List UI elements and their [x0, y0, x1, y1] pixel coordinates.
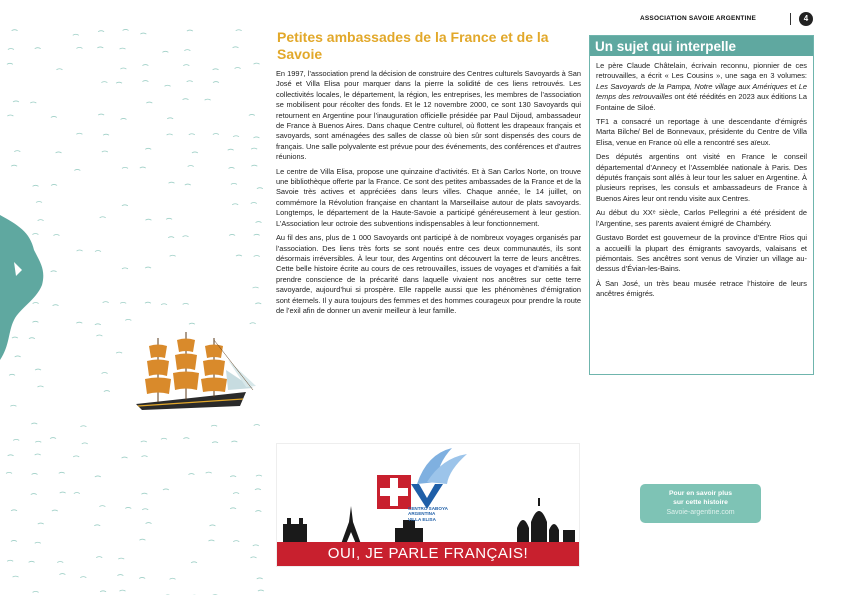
book-title: Le temps des retrouvailles — [596, 81, 807, 102]
decorative-dash — [255, 303, 261, 304]
decorative-dash — [118, 558, 124, 559]
decorative-dash — [120, 48, 126, 49]
more-info-label — [640, 489, 761, 507]
decorative-dash — [95, 476, 101, 477]
decorative-dash — [170, 255, 176, 256]
decorative-dash — [146, 102, 152, 103]
decorative-dash — [187, 30, 193, 31]
decorative-dash — [169, 182, 175, 183]
decorative-dash — [11, 510, 17, 511]
more-info-line1: Pour en savoir plus — [668, 490, 733, 497]
decorative-dash — [13, 576, 19, 577]
decorative-dash — [80, 426, 86, 427]
decorative-dash — [253, 137, 259, 138]
article-title: Petites ambassades de la France et de la Savoie — [277, 29, 549, 62]
decorative-dash — [231, 441, 237, 442]
decorative-dash — [59, 574, 65, 575]
article-body — [276, 69, 581, 320]
decorative-dash — [96, 335, 102, 336]
decorative-dash — [183, 99, 189, 100]
logo-line: VILLA ELISA — [408, 516, 436, 522]
decorative-dash — [167, 118, 173, 119]
decorative-dash — [211, 425, 217, 426]
decorative-dash — [257, 578, 263, 579]
decorative-dash — [184, 50, 190, 51]
decorative-dash — [145, 302, 151, 303]
decorative-dash — [119, 590, 125, 591]
decorative-dash — [230, 508, 236, 509]
decorative-dash — [168, 237, 174, 238]
more-info-card[interactable] — [640, 484, 761, 523]
decorative-dash — [29, 561, 35, 562]
decorative-dash — [254, 234, 260, 235]
decorative-dash — [13, 439, 19, 440]
decorative-dash — [251, 148, 257, 149]
decorative-dash — [99, 506, 105, 507]
decorative-dash — [6, 472, 12, 473]
decorative-dash — [57, 561, 63, 562]
decorative-dash — [233, 541, 239, 542]
sidebar-text: et — [787, 81, 799, 91]
more-info-line2: sur cette histoire — [673, 499, 728, 506]
decorative-dash — [125, 507, 131, 508]
decorative-dash — [123, 29, 129, 30]
decorative-dash — [142, 509, 148, 510]
poster-logo-text — [408, 506, 448, 522]
decorative-dash — [120, 302, 126, 303]
decorative-dash — [73, 34, 79, 35]
poster-banner: OUI, JE PARLE FRANÇAIS! — [277, 542, 579, 566]
decorative-dash — [73, 456, 79, 457]
decorative-dash — [236, 255, 242, 256]
decorative-dash — [254, 63, 260, 64]
decorative-dash — [139, 539, 145, 540]
decorative-dash — [212, 442, 218, 443]
decorative-dash — [235, 67, 241, 68]
sidebar-box — [589, 35, 814, 375]
page-number-badge: 4 — [799, 12, 813, 26]
decorative-dash — [74, 169, 80, 170]
decorative-dash — [209, 525, 215, 526]
decorative-dash — [94, 525, 100, 526]
decorative-dash — [140, 33, 146, 34]
decorative-dash — [189, 134, 195, 135]
sidebar-paragraph — [596, 61, 807, 113]
decorative-dash — [231, 183, 237, 184]
decorative-dash — [161, 304, 167, 305]
decorative-dash — [206, 472, 212, 473]
decorative-dash — [213, 69, 219, 70]
decorative-dash — [95, 324, 101, 325]
decorative-dash — [103, 134, 109, 135]
decorative-dash — [74, 493, 80, 494]
decorative-dash — [122, 268, 128, 269]
decorative-dash — [122, 457, 128, 458]
sailing-ship-illustration — [128, 330, 258, 420]
sidebar-text: Le père Claude Châtelain, écrivain reconnu, pionnier de ces retrouvailles, a écrit « Les Cousins », une saga en 3 volumes: — [596, 61, 807, 81]
logo-line: ARGENTINA — [408, 511, 436, 517]
decorative-dash — [121, 118, 127, 119]
decorative-dash — [185, 184, 191, 185]
decorative-dash — [213, 133, 219, 134]
decorative-dash — [183, 65, 189, 66]
decorative-dash — [257, 188, 263, 189]
decorative-dash — [205, 99, 211, 100]
decorative-dash — [60, 492, 66, 493]
poster-skyline — [277, 444, 580, 544]
decorative-dash — [233, 136, 239, 137]
decorative-dash — [125, 319, 131, 320]
decorative-dash — [146, 523, 152, 524]
sidebar-paragraph: TF1 a consacré un reportage à une descendante d’émigrés Marta Bilche/ Bel de Bonnevaux, présidente du Centre de Villa Elisa, venue en France où elle a rencontré ses aïeux. — [596, 117, 807, 147]
decorative-dash — [97, 47, 103, 48]
decorative-dash — [188, 166, 194, 167]
decorative-dash — [33, 591, 39, 592]
decorative-dash — [59, 472, 65, 473]
decorative-dash — [116, 82, 122, 83]
decorative-dash — [35, 454, 41, 455]
decorative-dash — [77, 250, 83, 251]
decorative-dash — [250, 323, 256, 324]
article-paragraph: Au fil des ans, plus de 1 000 Savoyards ont participé à de nombreux voyages organisés par l’association. Des liens très forts se sont noués entre ces deux communautés, ils sont désormais irréversibles. À leur tour, des Argentins ont découvert la terre de leurs ancêtres. Cette belle histoire écrite au cours de ces retrouvailles, issues de voyages et d’amitiés a fait prendre conscience de la précarité dans laquelle vivaient nos ancêtres sur cette terre savoyarde, aujourd’hui si prospère. Elle rappelle aussi que les phénomènes d’émigration sont éternels. Il y aura toujours des femmes et des hommes courageux pour prendre la route de l’exil afin de donner un avenir meilleur à leur famille. — [276, 233, 581, 315]
decorative-dash — [249, 114, 255, 115]
decorative-dash — [102, 372, 108, 373]
decorative-dash — [100, 591, 106, 592]
sidebar-paragraph: Gustavo Bordet est gouverneur de la province d’Entre Rios qui a accueilli la plupart des émigrants savoyards, valaisans et piémontais. Ses ancêtres sont venus de Vinzier un village au-dessus d’Évian-les-Bains. — [596, 233, 807, 274]
decorative-dash — [117, 575, 123, 576]
decorative-dash — [76, 47, 82, 48]
sidebar-paragraph: Au début du XXᵉ siècle, Carlos Pellegrini a été président de l’Argentine, ses parents avaient émigré de Chambéry. — [596, 208, 807, 228]
decorative-dash — [233, 47, 239, 48]
decorative-dash — [11, 540, 17, 541]
decorative-dash — [236, 30, 242, 31]
decorative-dash — [254, 255, 260, 256]
publication-title: ASSOCIATION SAVOIE ARGENTINE — [640, 15, 756, 22]
decorative-dash — [253, 287, 259, 288]
decorative-dash — [76, 322, 82, 323]
decorative-dash — [253, 545, 259, 546]
article-paragraph: En 1997, l’association prend la décision de construire des Centres culturels Savoyards à San José et Villa Elisa pour marquer dans la pierre la solidité de ces liens retrouvés. Les collectivités locales, le département, la région, les entreprises, les membres de l’association se mobilisent pour récolter des fonds. Et le 12 novembre 2000, ce sont 130 Savoyards qui retournent en Argentine pour l’inauguration officielle présidée par Paul Dijoud, ambassadeur de France à Buenos Aires. Dans chaque Centre culturel, où flottent les drapeaux français et savoyards, sont aménagées des salles de classe où bien sûr sont dispensés des cours de français. Une salle polyvalente est prévue pour des événements, des conférences et d’autres réunions. — [276, 69, 581, 162]
decorative-dash — [142, 81, 148, 82]
decorative-dash — [256, 475, 262, 476]
decorative-dash — [139, 577, 145, 578]
decorative-dash — [255, 489, 261, 490]
decorative-dash — [192, 152, 198, 153]
decorative-dash — [170, 578, 176, 579]
decorative-dash — [102, 151, 108, 152]
decorative-dash — [165, 85, 171, 86]
decorative-dash — [167, 134, 173, 135]
decorative-dash — [141, 441, 147, 442]
decorative-dash — [100, 217, 106, 218]
decorative-dash — [140, 167, 146, 168]
decorative-dash — [254, 425, 260, 426]
decorative-dash — [96, 557, 102, 558]
decorative-dash — [31, 494, 37, 495]
decorative-dash — [162, 51, 168, 52]
decorative-dash — [95, 251, 101, 252]
french-language-poster — [276, 443, 580, 567]
decorative-dash — [145, 148, 151, 149]
header-separator — [790, 13, 791, 25]
decorative-dash — [116, 352, 122, 353]
decorative-dash — [10, 405, 16, 406]
decorative-dash — [141, 493, 147, 494]
decorative-dash — [163, 489, 169, 490]
decorative-dash — [251, 203, 257, 204]
decorative-dash — [255, 511, 261, 512]
decorative-dash — [233, 493, 239, 494]
sidebar-paragraph: Des députés argentins ont visité en France le conseil départemental d’Annecy et l’Assemblée nationale à Paris. Des députés français sont allés à leur tour les saluer en Argentine. À plusieurs reprises, les consuls et ambassadeurs de France à Buenos Aires leur ont rendu visite aux Centres. — [596, 152, 807, 203]
decorative-dash — [82, 443, 88, 444]
article-paragraph: Le centre de Villa Elisa, propose une quinzaine d’activités. Et à San Carlos Norte, on trouve une bibliothèque offerte par la France. Ce sont des petites ambassades de la France et de la Savoie très actives et appréciées dans leurs villes. Chaque année, le 14 juillet, on commémore la Révolution française en chantant la Marseillaise autour de plats savoyards. Longtemps, le département de la Haute-Savoie a participé généreusement à leur gestion. L’Association leur octroie des subventions indispensables à leur fonctionnement. — [276, 166, 581, 228]
decorative-dash — [256, 222, 262, 223]
decorative-dash — [31, 423, 37, 424]
decorative-dash — [35, 542, 41, 543]
decorative-dash — [142, 456, 148, 457]
decorative-dash — [213, 82, 219, 83]
decorative-dash — [228, 149, 234, 150]
decorative-dash — [183, 303, 189, 304]
decorative-dash — [32, 473, 38, 474]
decorative-dash — [230, 476, 236, 477]
book-titles: Les Savoyards de la Pampa, Notre village aux Amériques — [596, 81, 788, 91]
decorative-dash — [187, 81, 193, 82]
decorative-dash — [232, 204, 238, 205]
decorative-dash — [208, 540, 214, 541]
decorative-dash — [145, 267, 151, 268]
decorative-dash — [191, 562, 197, 563]
website-link[interactable]: Savoie-argentine.com — [666, 509, 735, 516]
sidebar-text: ont été réédités en 2023 aux éditions La Fontaine de Siloé. — [596, 92, 807, 112]
decorative-dash — [122, 205, 128, 206]
decorative-dash — [35, 441, 41, 442]
decorative-dash — [80, 577, 86, 578]
decorative-dash — [251, 165, 257, 166]
sidebar-paragraph: À San José, un très beau musée retrace l’histoire de leurs ancêtres émigrés. — [596, 278, 807, 299]
decorative-dash — [38, 523, 44, 524]
decorative-dash — [98, 114, 104, 115]
decorative-dash — [8, 455, 14, 456]
decorative-dash — [188, 474, 194, 475]
decorative-dash — [122, 167, 128, 168]
teal-map-shape — [0, 0, 60, 400]
logo-line: CENTRO SABOYA — [408, 506, 448, 511]
decorative-dash — [50, 438, 56, 439]
decorative-dash — [258, 590, 264, 591]
decorative-dash — [229, 234, 235, 235]
decorative-dash — [98, 31, 104, 32]
decorative-dash — [104, 391, 110, 392]
sidebar-body — [590, 56, 813, 300]
decorative-dash — [229, 167, 235, 168]
decorative-dash — [52, 510, 58, 511]
decorative-dash — [189, 323, 195, 324]
decorative-dash — [183, 438, 189, 439]
decorative-dash — [250, 557, 256, 558]
decorative-dash — [103, 302, 109, 303]
decorative-dash — [142, 65, 148, 66]
decorative-dash — [145, 219, 151, 220]
decorative-dash — [101, 82, 107, 83]
decorative-dash — [76, 133, 82, 134]
sidebar-title: Un sujet qui interpelle — [590, 36, 813, 56]
decorative-dash — [7, 560, 13, 561]
decorative-dash — [183, 236, 189, 237]
decorative-dash — [166, 218, 172, 219]
decorative-dash — [161, 438, 167, 439]
decorative-dash — [120, 68, 126, 69]
